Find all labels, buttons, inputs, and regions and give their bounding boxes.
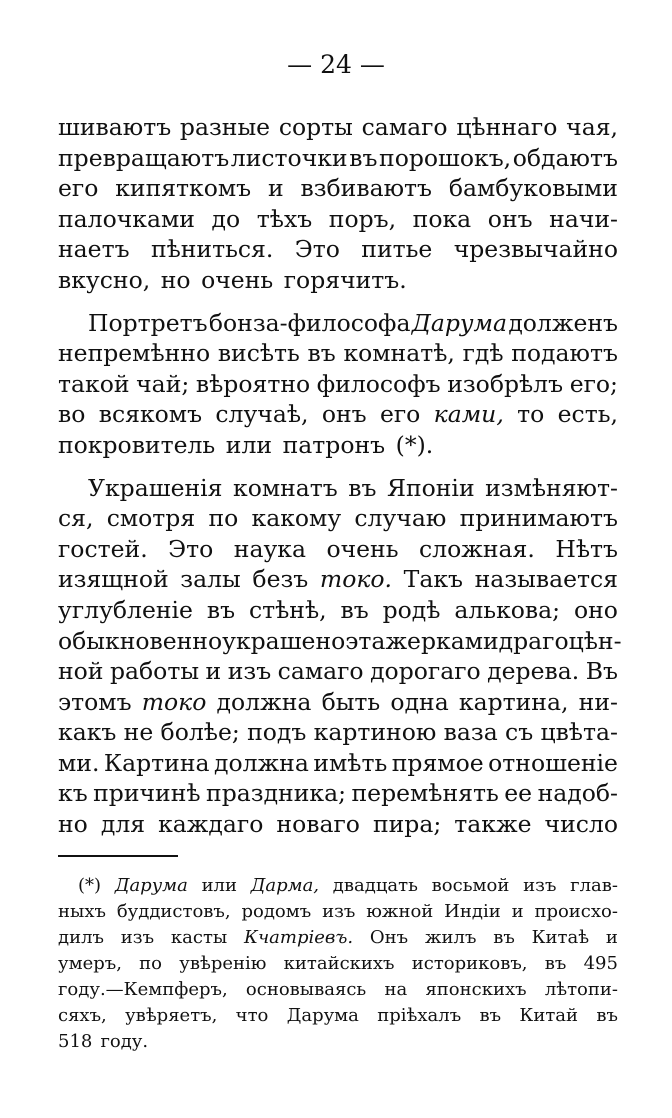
word: углубленіе <box>58 595 193 624</box>
word: цвѣта- <box>540 718 618 747</box>
text-line <box>58 234 618 265</box>
word: восьмой <box>431 875 510 896</box>
word: происхо- <box>534 901 618 922</box>
word: ками, <box>433 400 504 429</box>
word: какъ <box>58 718 117 747</box>
word: ни- <box>578 687 618 716</box>
word: къ <box>58 779 88 808</box>
word: болѣе; <box>160 718 240 747</box>
word: очень <box>326 534 399 563</box>
word: Украшенія <box>88 473 223 502</box>
word: дорогаго <box>370 657 481 686</box>
word: непремѣнно <box>58 339 211 368</box>
word: картиною <box>313 718 437 747</box>
text-line <box>58 265 618 296</box>
word: изъ <box>322 901 356 922</box>
text-line <box>58 430 618 461</box>
footnote-line <box>58 899 618 925</box>
word: буддистовъ, <box>116 901 231 922</box>
word: драгоцѣн- <box>498 626 622 655</box>
word: обыкновенно <box>58 626 223 655</box>
word: пѣниться. <box>150 235 274 264</box>
word: по <box>139 953 163 974</box>
word: для <box>100 810 146 839</box>
word: картина, <box>458 687 569 716</box>
word: что <box>235 1005 269 1026</box>
word: изъ <box>227 657 272 686</box>
word: патронъ <box>282 430 386 459</box>
word: Китай <box>519 1005 579 1026</box>
word: изящной <box>58 565 169 594</box>
word: его; <box>569 369 618 398</box>
word: но <box>58 810 88 839</box>
word: ной <box>58 657 104 686</box>
word: вѣроятно <box>195 369 311 398</box>
word: стѣнѣ, <box>248 595 327 624</box>
word: въ <box>348 473 377 502</box>
word: измѣняют- <box>485 473 618 502</box>
word: ваза <box>443 718 498 747</box>
text-line <box>58 595 618 626</box>
word: Дарума <box>411 308 508 337</box>
word: токо. <box>319 565 392 594</box>
word: этомъ <box>58 687 132 716</box>
word: такой <box>58 369 130 398</box>
word: ми. <box>58 748 100 777</box>
word: двадцать <box>332 875 418 896</box>
footnote-line <box>58 873 618 899</box>
word: году. <box>100 1031 149 1052</box>
word: надоб- <box>537 779 618 808</box>
word: поръ, <box>328 204 397 233</box>
word: начи- <box>549 204 618 233</box>
word: на <box>384 979 408 1000</box>
word: Нѣтъ <box>555 534 618 563</box>
word: токо <box>141 687 207 716</box>
text-line <box>58 173 618 204</box>
text-line <box>58 656 618 687</box>
text-line <box>58 308 618 339</box>
word: причинѣ <box>93 779 201 808</box>
word: пира; <box>372 810 442 839</box>
word: обдаютъ <box>512 143 618 172</box>
word: Кчатріевъ. <box>244 927 354 948</box>
word: одна <box>390 687 449 716</box>
word: родомъ <box>241 901 312 922</box>
word: по <box>208 504 239 533</box>
word: въ <box>493 927 515 948</box>
word: сяхъ, <box>58 1005 107 1026</box>
word: подаютъ <box>511 339 618 368</box>
footnote <box>58 873 618 1055</box>
word: увѣряетъ, <box>125 1005 218 1026</box>
word: Такъ <box>403 565 463 594</box>
word: имѣть <box>313 748 388 777</box>
word: (*) <box>78 875 102 896</box>
word: Картина <box>103 748 210 777</box>
word: и <box>605 927 618 948</box>
footnote-line <box>58 925 618 951</box>
word: алькова; <box>454 595 561 624</box>
word: разные <box>179 113 271 141</box>
word: его <box>379 400 421 429</box>
word: работы <box>109 657 200 686</box>
word: философъ <box>316 369 441 398</box>
word: бонза-философа <box>208 308 411 337</box>
word: перемѣнять <box>351 779 499 808</box>
word: лѣтопи- <box>544 979 618 1000</box>
main-text <box>58 112 622 840</box>
word: чай; <box>136 369 190 398</box>
word: касты <box>170 927 228 948</box>
word: называется <box>474 565 618 594</box>
word: каждаго <box>158 810 264 839</box>
word: (*). <box>395 430 434 459</box>
word: наука <box>233 534 306 563</box>
word: этажерками <box>345 626 499 655</box>
word: случаѣ, <box>215 400 309 429</box>
word: жилъ <box>424 927 477 948</box>
word: наетъ <box>58 235 130 264</box>
word: подъ <box>247 718 307 747</box>
word: изобрѣлъ <box>447 369 564 398</box>
word: въ <box>340 595 369 624</box>
word: превращаютъ <box>58 143 230 172</box>
word: южной <box>366 901 434 922</box>
word: увѣренію <box>179 953 267 974</box>
text-line <box>58 369 618 400</box>
word: пока <box>412 204 472 233</box>
word: во <box>58 400 86 429</box>
word: его <box>58 174 99 203</box>
word: Индіи <box>444 901 501 922</box>
footnote-separator <box>58 855 178 857</box>
text-line <box>58 204 618 235</box>
word: висѣть <box>217 339 300 368</box>
text-line <box>58 687 618 718</box>
word: палочками <box>58 204 195 233</box>
word: но <box>160 265 191 294</box>
word: Портретъ <box>88 308 208 337</box>
page-number: — 24 — <box>287 50 385 79</box>
word: Въ <box>585 657 618 686</box>
word: въ <box>206 595 236 624</box>
word: украшено <box>222 626 346 655</box>
word: 518 <box>58 1031 93 1052</box>
text-line <box>58 809 618 840</box>
word: Китаѣ <box>531 927 590 948</box>
word: безъ <box>252 565 309 594</box>
word: есть, <box>557 400 618 429</box>
word: цѣннаго <box>456 113 558 141</box>
text-line <box>58 534 618 565</box>
word: изъ <box>523 875 557 896</box>
word: дилъ <box>58 927 104 948</box>
word: самаго <box>277 657 364 686</box>
word: самаго <box>361 113 448 141</box>
word: очень <box>201 265 274 294</box>
word: питье <box>361 235 433 264</box>
text-line <box>58 503 618 534</box>
word: тѣхъ <box>256 204 313 233</box>
word: году.—Кемпферъ, <box>58 979 228 1000</box>
word: ныхъ <box>58 901 106 922</box>
word: новаго <box>276 810 360 839</box>
word: чрезвычайно <box>453 235 618 264</box>
word: съ <box>505 718 534 747</box>
word: и <box>511 901 524 922</box>
text-line <box>58 778 618 809</box>
word: долженъ <box>508 308 618 337</box>
word: пріѣхалъ <box>377 1005 462 1026</box>
word: онъ <box>321 400 367 429</box>
word: бамбуковыми <box>448 174 618 203</box>
footnote-line <box>58 977 618 1003</box>
word: японскихъ <box>425 979 527 1000</box>
word: комнатѣ, <box>343 339 455 368</box>
word: чая, <box>566 113 618 141</box>
word: Онъ <box>369 927 409 948</box>
word: листочки <box>230 143 348 172</box>
word: и <box>205 657 222 686</box>
word: быть <box>321 687 381 716</box>
word: въ <box>479 1005 502 1026</box>
text-line <box>58 338 618 369</box>
word: вкусно, <box>58 265 151 294</box>
word: какому <box>251 504 342 533</box>
word: сложная. <box>419 534 535 563</box>
text-line <box>58 143 618 174</box>
word: смотря <box>106 504 196 533</box>
word: шиваютъ <box>58 113 172 141</box>
word: или <box>201 875 237 896</box>
word: Дарма, <box>250 875 320 896</box>
word: сорты <box>278 113 353 141</box>
text-line <box>58 112 618 143</box>
word: 495 <box>583 953 618 974</box>
word: Дарума <box>286 1005 359 1026</box>
word: основываясь <box>245 979 367 1000</box>
text-line <box>58 626 622 657</box>
word: число <box>544 810 618 839</box>
word: Это <box>294 235 340 264</box>
word: ее <box>504 779 533 808</box>
word: родѣ <box>382 595 441 624</box>
word: покровитель <box>58 430 216 459</box>
word: прямое <box>391 748 484 777</box>
word: случаю <box>354 504 447 533</box>
word: также <box>454 810 532 839</box>
text-line <box>58 473 618 504</box>
text-line <box>58 717 618 748</box>
word: онъ <box>487 204 533 233</box>
word: должна <box>216 687 312 716</box>
word: историковъ, <box>411 953 528 974</box>
text-line <box>58 564 618 595</box>
word: Дарума <box>114 875 188 896</box>
word: или <box>225 430 273 459</box>
word: въ <box>544 953 567 974</box>
word: горячитъ. <box>283 265 407 294</box>
word: порошокъ, <box>379 143 512 172</box>
word: отношеніе <box>488 748 618 777</box>
word: то <box>517 400 545 429</box>
word: комнатъ <box>233 473 338 502</box>
word: принимаютъ <box>459 504 618 533</box>
text-line <box>58 748 618 779</box>
footnote-line <box>58 951 618 977</box>
word: изъ <box>120 927 155 948</box>
word: должна <box>214 748 309 777</box>
word: въ <box>349 143 378 172</box>
word: дерева. <box>487 657 580 686</box>
word: всякомъ <box>98 400 203 429</box>
word: Это <box>168 534 214 563</box>
footnote-line <box>58 1029 618 1055</box>
word: кипяткомъ <box>115 174 252 203</box>
word: умеръ, <box>58 953 122 974</box>
word: не <box>123 718 154 747</box>
word: взбиваютъ <box>300 174 432 203</box>
word: китайскихъ <box>283 953 395 974</box>
word: Японіи <box>386 473 475 502</box>
word: праздника; <box>206 779 346 808</box>
word: оно <box>574 595 618 624</box>
word: въ <box>307 339 336 368</box>
word: залы <box>180 565 241 594</box>
text-line <box>58 399 618 430</box>
word: гдѣ <box>462 339 504 368</box>
word: гостей. <box>58 534 148 563</box>
word: глав- <box>570 875 618 896</box>
word: и <box>267 174 284 203</box>
footnote-line <box>58 1003 618 1029</box>
word: до <box>211 204 241 233</box>
word: въ <box>596 1005 618 1026</box>
word: ся, <box>58 504 94 533</box>
